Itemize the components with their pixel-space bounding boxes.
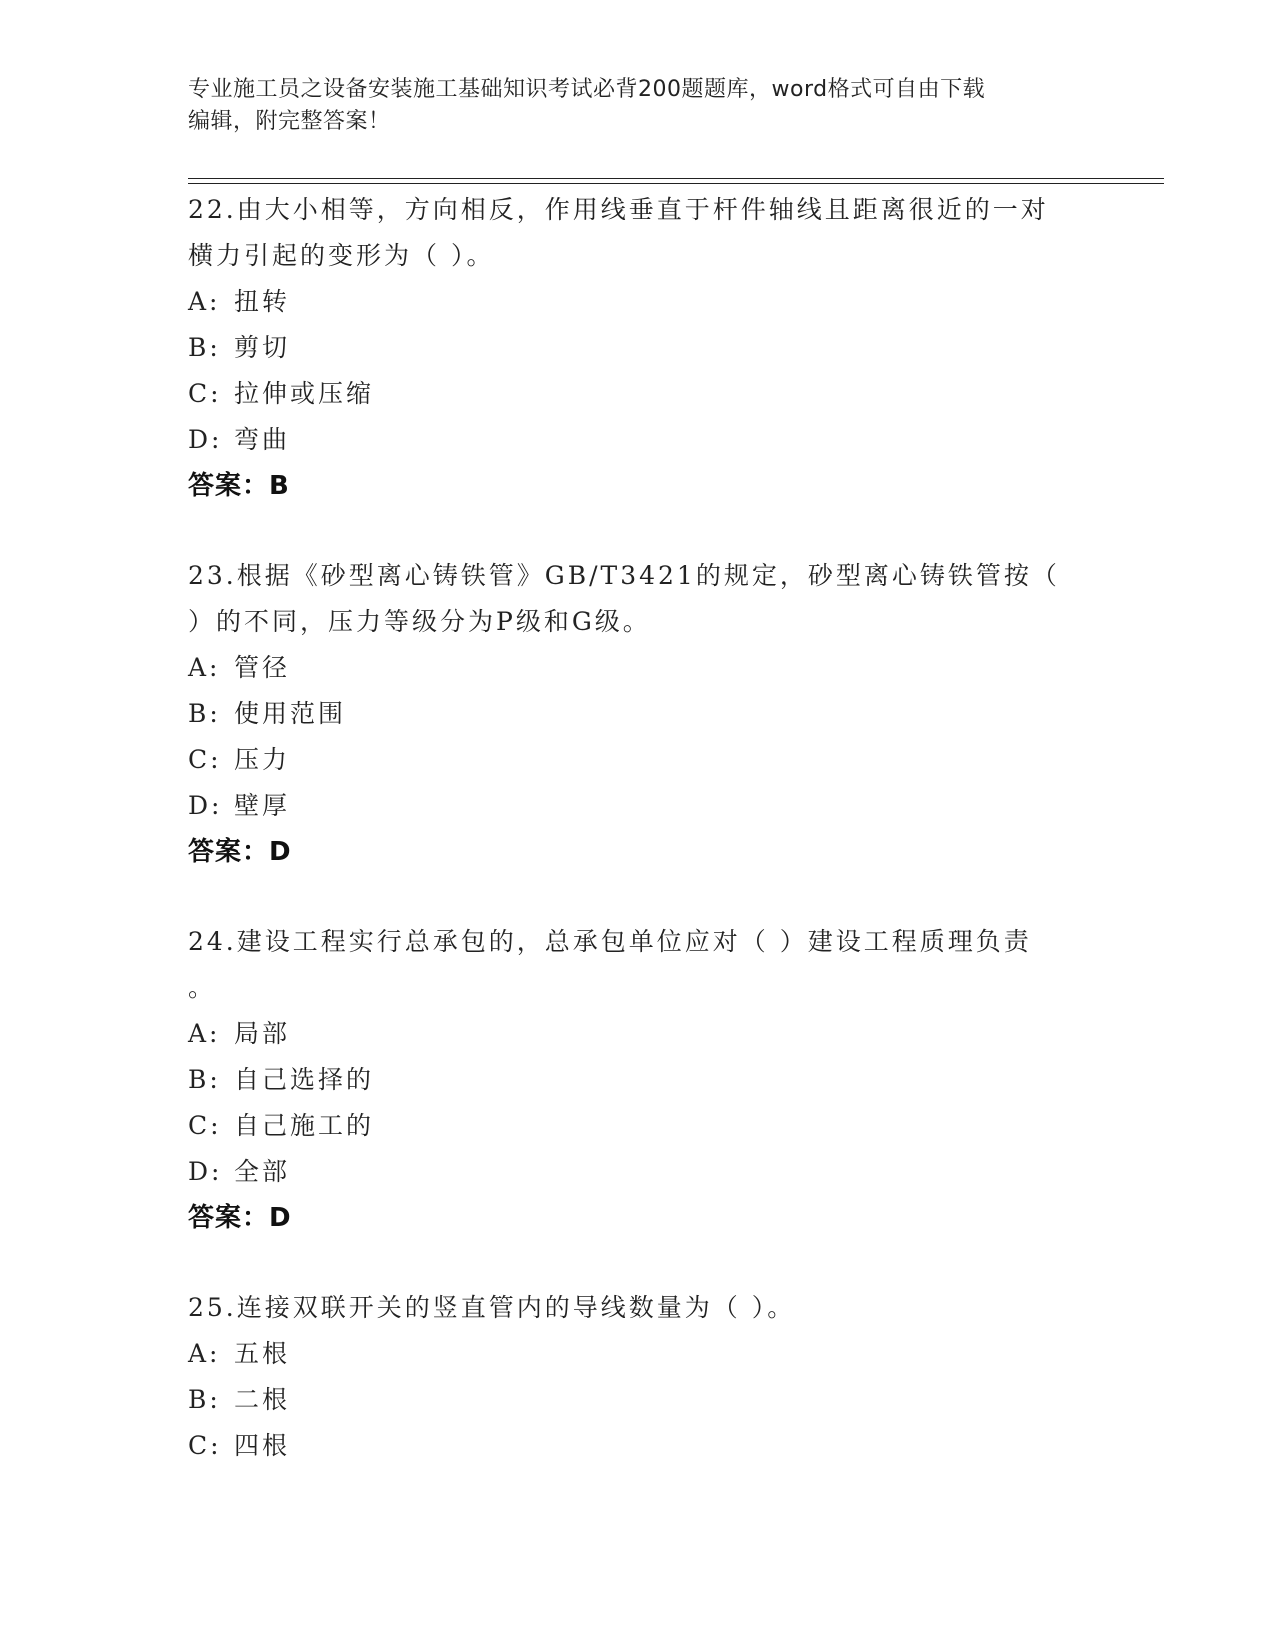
option-text: 壁厚 <box>234 791 291 820</box>
option-b <box>188 691 1088 737</box>
question-stem-line-2: 。 <box>188 973 217 1002</box>
option-c <box>188 371 1088 417</box>
option-text: 扭转 <box>234 287 291 316</box>
option-key: D: <box>188 791 223 820</box>
question-stem-line-1: 24.建设工程实行总承包的，总承包单位应对（ ）建设工程质理负责 <box>188 927 1032 956</box>
question-23 <box>188 553 1088 875</box>
option-key: D: <box>188 1157 223 1186</box>
option-key: C: <box>188 745 222 774</box>
option-text: 五根 <box>234 1339 291 1368</box>
option-b <box>188 1057 1088 1103</box>
option-d <box>188 1149 1088 1195</box>
option-text: 局部 <box>234 1019 291 1048</box>
option-key: D: <box>188 425 223 454</box>
answer-line: 答案：B <box>188 471 290 501</box>
question-22 <box>188 187 1088 509</box>
question-stem-line-1: 22.由大小相等，方向相反，作用线垂直于杆件轴线且距离很近的一对 <box>188 195 1049 224</box>
option-text: 管径 <box>234 653 291 682</box>
option-text: 全部 <box>234 1157 291 1186</box>
option-text: 使用范围 <box>234 699 347 728</box>
option-key: B: <box>188 699 221 728</box>
option-a <box>188 645 1088 691</box>
question-stem <box>188 919 1088 1011</box>
header-divider-bottom <box>188 183 1164 184</box>
question-stem <box>188 1285 1088 1331</box>
option-c <box>188 737 1088 783</box>
question-stem-line-1: 23.根据《砂型离心铸铁管》GB/T3421的规定，砂型离心铸铁管按（ <box>188 561 1060 590</box>
option-key: A: <box>188 653 221 682</box>
question-25 <box>188 1285 1088 1469</box>
header-divider-top <box>188 178 1164 179</box>
header-line-1: 专业施工员之设备安装施工基础知识考试必背200题题库，word格式可自由下载 <box>188 77 986 102</box>
option-d <box>188 783 1088 829</box>
option-text: 压力 <box>234 745 291 774</box>
option-key: C: <box>188 1111 222 1140</box>
option-b <box>188 1377 1088 1423</box>
option-text: 四根 <box>234 1431 291 1460</box>
option-c <box>188 1103 1088 1149</box>
option-key: C: <box>188 1431 222 1460</box>
option-text: 自己选择的 <box>234 1065 375 1094</box>
header-line-2: 编辑，附完整答案！ <box>188 109 391 134</box>
option-a <box>188 1011 1088 1057</box>
option-a <box>188 279 1088 325</box>
option-text: 剪切 <box>234 333 291 362</box>
option-text: 弯曲 <box>234 425 291 454</box>
option-a <box>188 1331 1088 1377</box>
question-24 <box>188 919 1088 1241</box>
option-c <box>188 1423 1088 1469</box>
option-text: 二根 <box>234 1385 291 1414</box>
option-key: A: <box>188 287 221 316</box>
option-b <box>188 325 1088 371</box>
option-key: B: <box>188 333 221 362</box>
option-key: A: <box>188 1019 221 1048</box>
question-stem-line-2: ）的不同，压力等级分为P级和G级。 <box>188 607 651 636</box>
question-stem <box>188 553 1088 645</box>
answer-line: 答案：D <box>188 837 292 867</box>
question-stem <box>188 187 1088 279</box>
option-key: A: <box>188 1339 221 1368</box>
option-key: B: <box>188 1385 221 1414</box>
option-key: B: <box>188 1065 221 1094</box>
answer-line: 答案：D <box>188 1203 292 1233</box>
option-d <box>188 417 1088 463</box>
document-header <box>188 74 1088 138</box>
option-text: 自己施工的 <box>234 1111 375 1140</box>
question-stem-line-2: 横力引起的变形为（ ）。 <box>188 241 495 270</box>
option-key: C: <box>188 379 222 408</box>
option-text: 拉伸或压缩 <box>234 379 375 408</box>
question-stem-line-1: 25.连接双联开关的竖直管内的导线数量为（ ）。 <box>188 1293 796 1322</box>
